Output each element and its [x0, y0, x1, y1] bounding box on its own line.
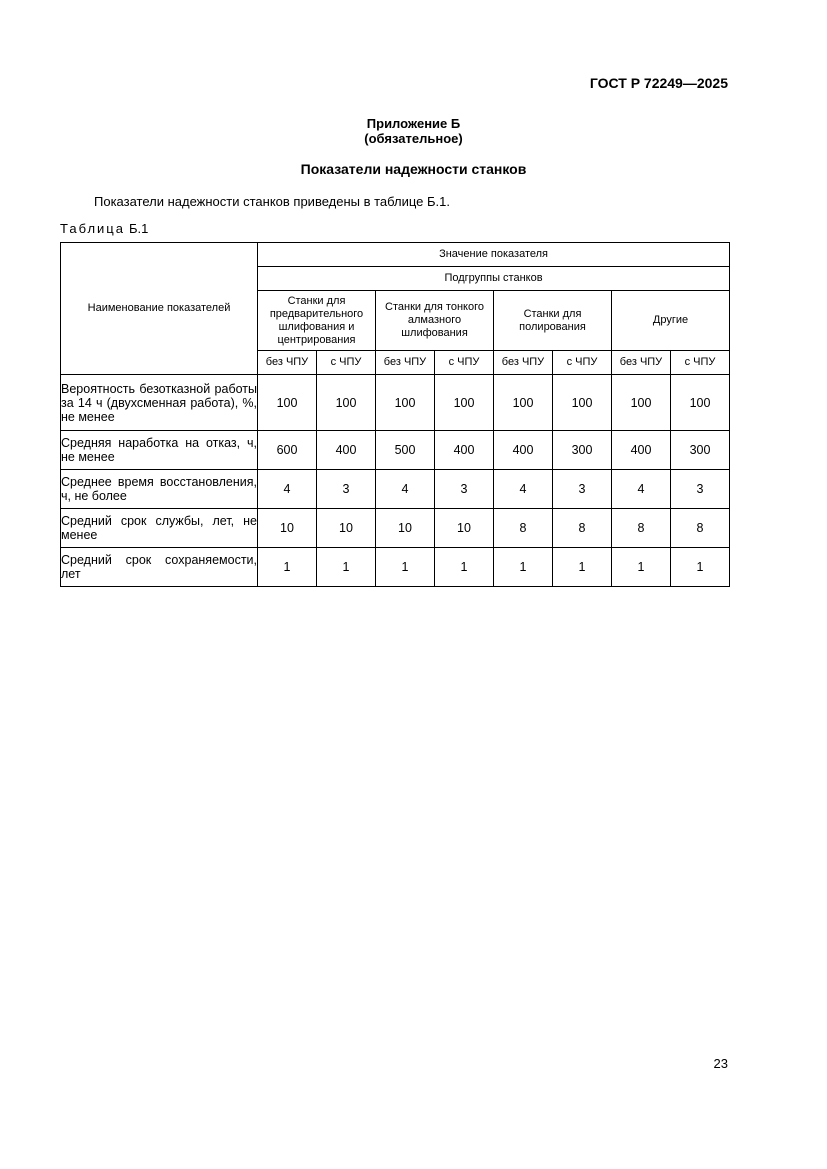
cell-value: 1 [612, 548, 671, 587]
cell-value: 10 [435, 509, 494, 548]
cell-value: 500 [376, 431, 435, 470]
cell-value: 1 [671, 548, 730, 587]
row-name: Средняя наработка на отказ, ч, не менее [61, 431, 258, 470]
header-cnc-without: без ЧПУ [376, 351, 435, 375]
header-subgroup: Станки для тонкого алмазного шлифования [376, 291, 494, 351]
header-cnc-without: без ЧПУ [494, 351, 553, 375]
cell-value: 1 [435, 548, 494, 587]
header-cnc-with: с ЧПУ [553, 351, 612, 375]
cell-value: 300 [671, 431, 730, 470]
cell-value: 10 [376, 509, 435, 548]
cell-value: 8 [553, 509, 612, 548]
cell-value: 4 [494, 470, 553, 509]
cell-value: 10 [317, 509, 376, 548]
header-subgroup: Станки для полирования [494, 291, 612, 351]
cell-value: 400 [317, 431, 376, 470]
cell-value: 1 [376, 548, 435, 587]
reliability-table [60, 242, 730, 587]
annex-heading [0, 116, 827, 146]
section-title: Показатели надежности станков [300, 161, 527, 177]
row-name: Средний срок службы, лет, не менее [61, 509, 258, 548]
intro-paragraph: Показатели надежности станков приведены в таблице Б.1. [94, 194, 450, 209]
row-name: Вероятность безотказной работы за 14 ч (двухсменная работа), %, не менее [61, 375, 258, 431]
cell-value: 100 [494, 375, 553, 431]
cell-value: 300 [553, 431, 612, 470]
cell-value: 1 [258, 548, 317, 587]
header-cnc-without: без ЧПУ [612, 351, 671, 375]
annex-subtitle: (обязательное) [364, 131, 463, 146]
cell-value: 400 [612, 431, 671, 470]
table-row [61, 470, 730, 509]
table-caption-number: Б.1 [128, 221, 149, 236]
document-code: ГОСТ Р 72249—2025 [589, 75, 728, 91]
cell-value: 100 [258, 375, 317, 431]
header-row-value [61, 243, 730, 267]
cell-value: 3 [671, 470, 730, 509]
table-row [61, 431, 730, 470]
cell-value: 100 [671, 375, 730, 431]
cell-value: 8 [494, 509, 553, 548]
header-subgroup: Другие [612, 291, 730, 351]
header-subgroups-label: Подгруппы станков [258, 267, 730, 291]
cell-value: 4 [376, 470, 435, 509]
row-name: Средний срок сохраняемости, лет [61, 548, 258, 587]
cell-value: 4 [258, 470, 317, 509]
cell-value: 1 [317, 548, 376, 587]
cell-value: 3 [317, 470, 376, 509]
header-cnc-with: с ЧПУ [435, 351, 494, 375]
table-row [61, 375, 730, 431]
cell-value: 4 [612, 470, 671, 509]
header-value-group: Значение показателя [258, 243, 730, 267]
cell-value: 1 [553, 548, 612, 587]
cell-value: 400 [435, 431, 494, 470]
table-caption-word: Таблица [60, 221, 125, 236]
cell-value: 1 [494, 548, 553, 587]
header-cnc-without: без ЧПУ [258, 351, 317, 375]
cell-value: 100 [435, 375, 494, 431]
annex-title: Приложение Б [366, 116, 461, 131]
cell-value: 8 [671, 509, 730, 548]
cell-value: 8 [612, 509, 671, 548]
cell-value: 100 [317, 375, 376, 431]
row-name: Среднее время восстановления, ч, не более [61, 470, 258, 509]
cell-value: 400 [494, 431, 553, 470]
table-caption [60, 221, 148, 236]
cell-value: 100 [553, 375, 612, 431]
cell-value: 3 [435, 470, 494, 509]
page-number: 23 [713, 1056, 728, 1071]
cell-value: 100 [376, 375, 435, 431]
table-row [61, 548, 730, 587]
cell-value: 100 [612, 375, 671, 431]
cell-value: 10 [258, 509, 317, 548]
header-subgroup: Станки для предварительного шлифования и центрирования [258, 291, 376, 351]
header-cnc-with: с ЧПУ [671, 351, 730, 375]
cell-value: 3 [553, 470, 612, 509]
header-name-column: Наименование показателей [61, 243, 258, 375]
table-row [61, 509, 730, 548]
header-cnc-with: с ЧПУ [317, 351, 376, 375]
cell-value: 600 [258, 431, 317, 470]
